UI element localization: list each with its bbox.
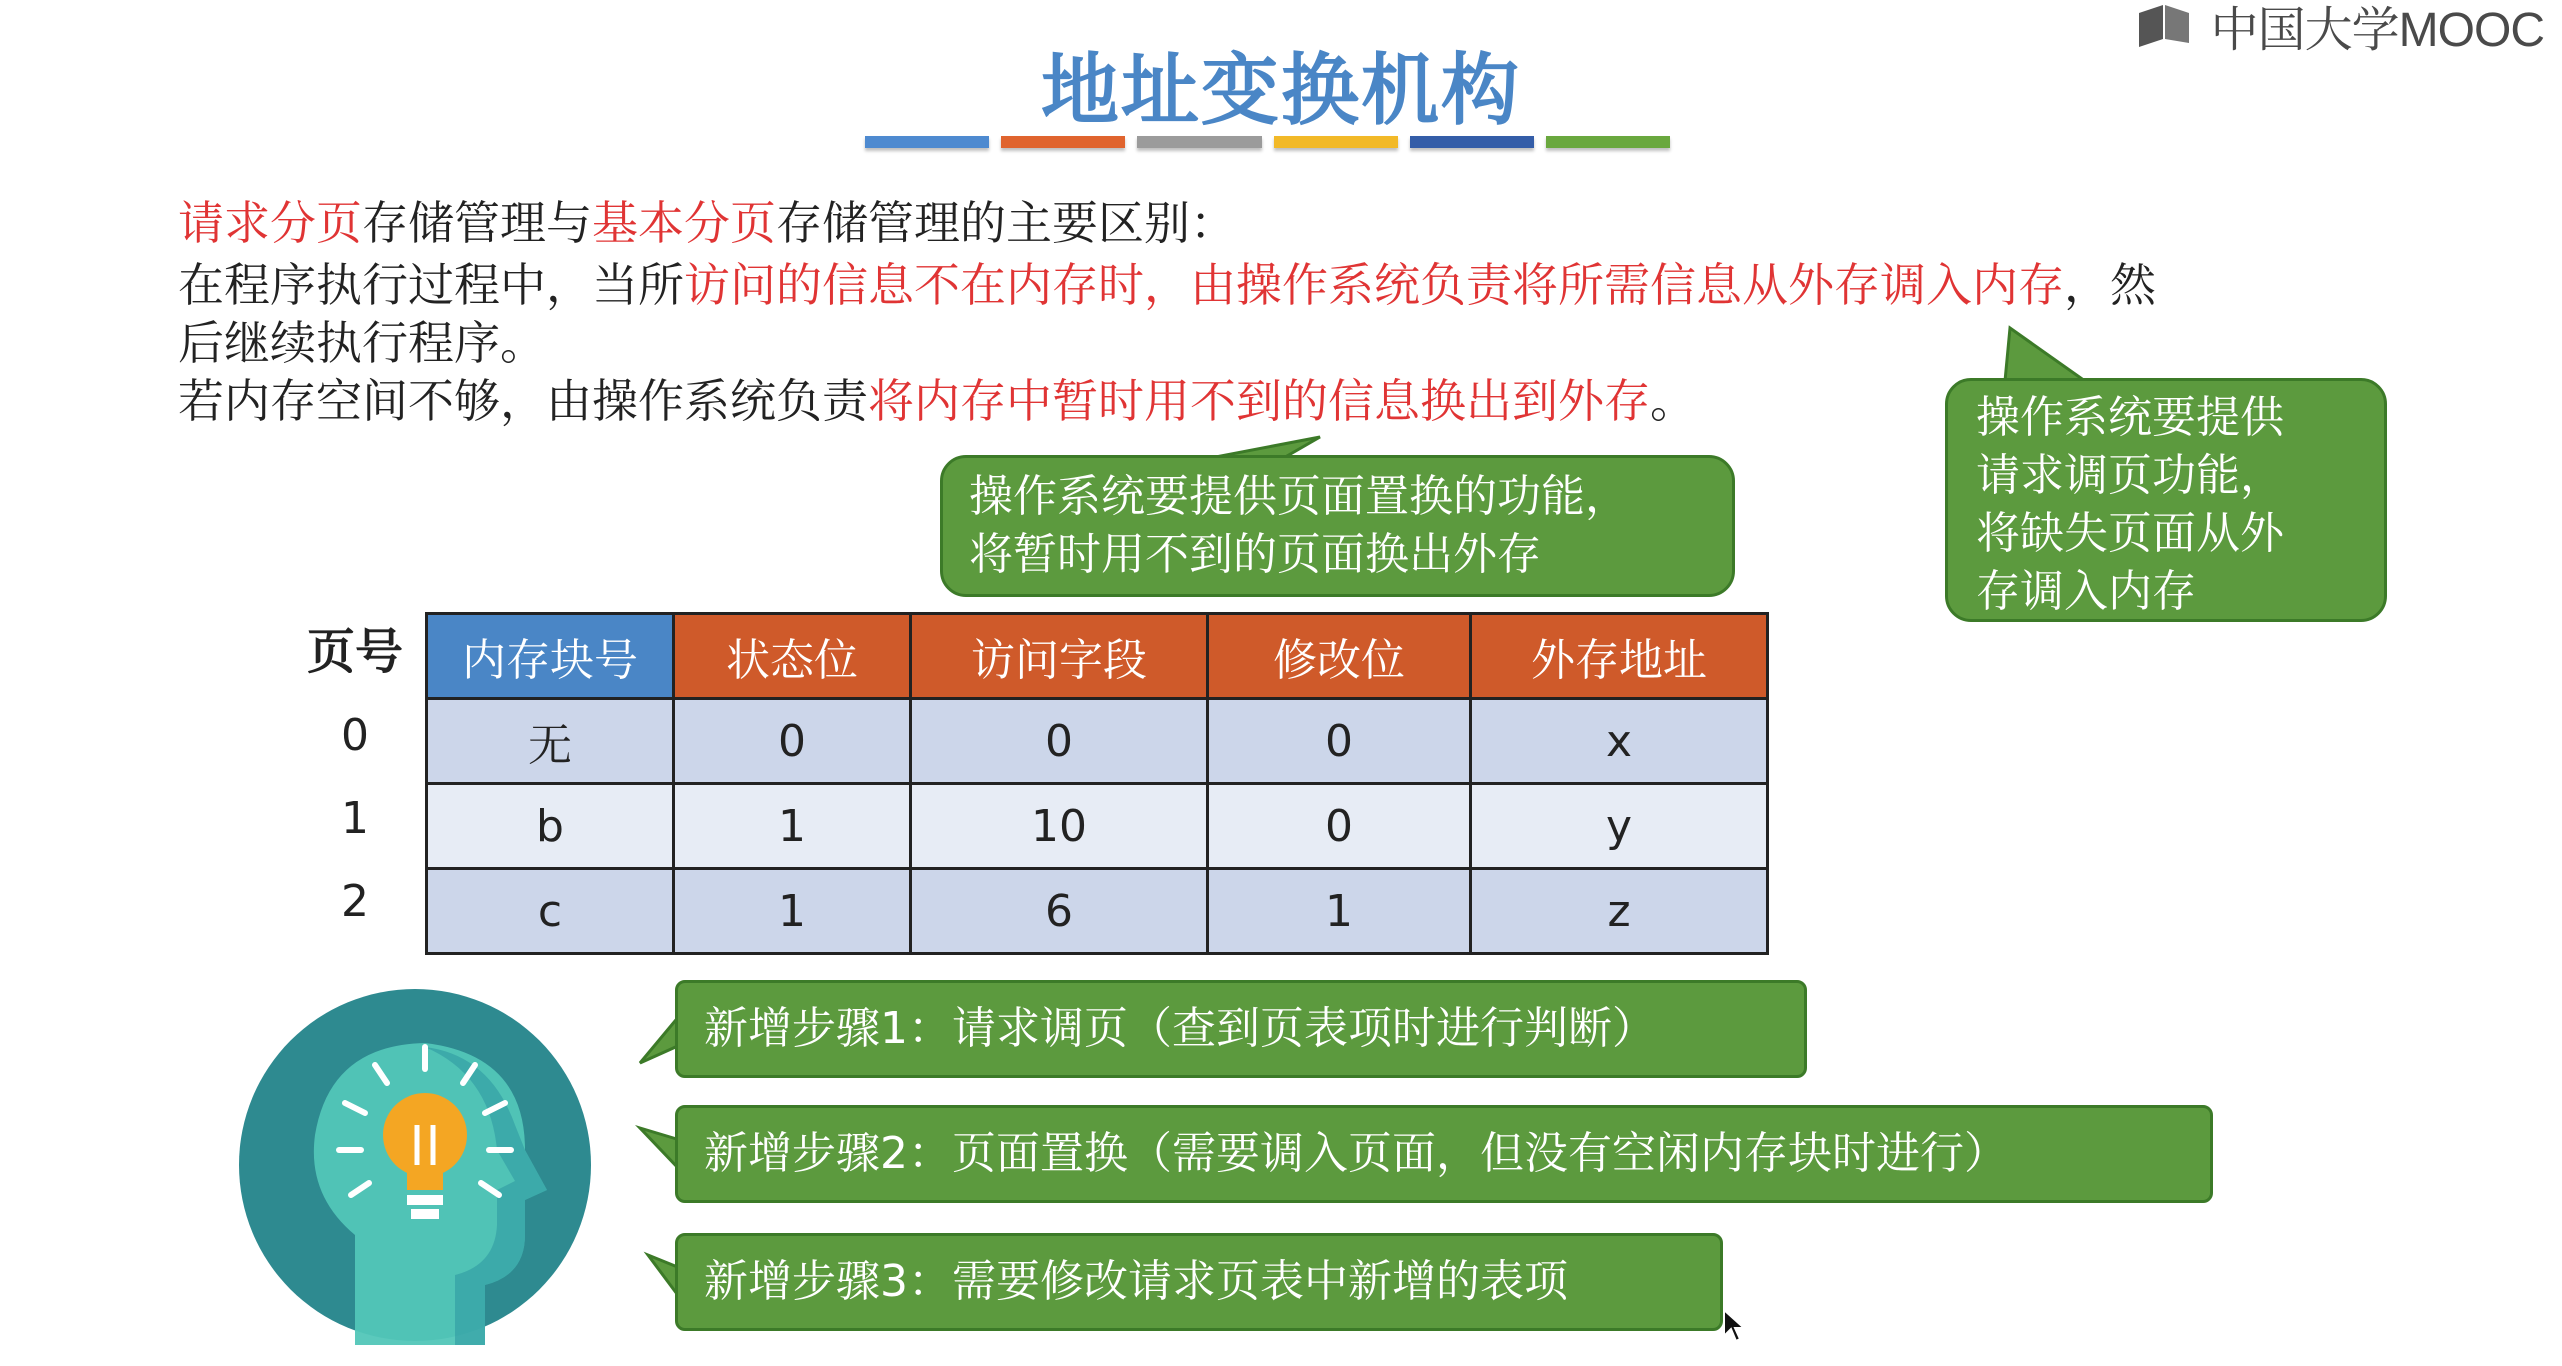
text: 在程序执行过程中，当所 xyxy=(178,258,684,312)
page-number-header: 页号 xyxy=(306,624,403,680)
red-text: 基本分页 xyxy=(592,196,776,250)
callout-line: 存调入内存 xyxy=(1976,566,2196,617)
mouse-pointer-icon xyxy=(1722,1308,1746,1344)
table-cell: 1 xyxy=(1208,869,1471,954)
text: 存储管理与 xyxy=(362,196,592,250)
callout-line: 将缺失页面从外 xyxy=(1976,508,2284,559)
text: ，然 xyxy=(2064,258,2156,312)
col-header: 外存地址 xyxy=(1471,614,1768,699)
slide-title: 地址变换机构 xyxy=(1040,46,1521,136)
red-text: 访问的信息不在内存时，由操作系统负责将所需信息从外存调入内存 xyxy=(684,258,2064,312)
text: 后继续执行程序。 xyxy=(178,316,546,370)
text: 。 xyxy=(1650,374,1696,428)
table-cell: z xyxy=(1471,869,1768,954)
logo-text: 中国大学MOOC xyxy=(2210,3,2544,57)
red-text: 请求分页 xyxy=(178,196,362,250)
table-cell: 0 xyxy=(674,699,911,784)
table-cell: 6 xyxy=(911,869,1208,954)
table-cell: 无 xyxy=(427,699,674,784)
step-1-request-paging: 新增步骤1：请求调页（查到页表项时进行判断） xyxy=(675,980,1807,1078)
callout-line: 将暂时用不到的页面换出外存 xyxy=(969,529,1541,580)
table-cell: 1 xyxy=(674,784,911,869)
page-table xyxy=(425,612,1769,955)
table-row xyxy=(427,784,1768,869)
head-lightbulb-icon xyxy=(235,985,595,1345)
strip-segment xyxy=(1001,136,1125,148)
text: 存储管理的主要区别： xyxy=(776,196,1236,250)
col-header: 状态位 xyxy=(674,614,911,699)
table-cell: 0 xyxy=(911,699,1208,784)
page-number: 1 xyxy=(341,793,369,844)
col-header: 访问字段 xyxy=(911,614,1208,699)
text: 若内存空间不够，由操作系统负责 xyxy=(178,374,868,428)
table-cell: 10 xyxy=(911,784,1208,869)
intro-line-1 xyxy=(178,194,2358,252)
table-cell: 0 xyxy=(1208,784,1471,869)
strip-segment xyxy=(1274,136,1398,148)
callout-line: 操作系统要提供页面置换的功能， xyxy=(969,471,1629,522)
strip-segment xyxy=(1410,136,1534,148)
table-cell: y xyxy=(1471,784,1768,869)
table-cell: 1 xyxy=(674,869,911,954)
table-header-row xyxy=(427,614,1768,699)
callout-request-paging xyxy=(1945,378,2387,622)
col-header: 修改位 xyxy=(1208,614,1471,699)
color-strip xyxy=(865,136,1670,150)
col-header: 内存块号 xyxy=(427,614,674,699)
callout-line: 操作系统要提供 xyxy=(1976,392,2284,443)
callout-line: 请求调页功能， xyxy=(1976,450,2284,501)
page-number: 2 xyxy=(341,876,369,927)
table-row xyxy=(427,699,1768,784)
page-number: 0 xyxy=(341,710,369,761)
table-cell: b xyxy=(427,784,674,869)
step-2-page-replacement: 新增步骤2：页面置换（需要调入页面，但没有空闲内存块时进行） xyxy=(675,1105,2213,1203)
table-row xyxy=(427,869,1768,954)
intro-line-2 xyxy=(178,256,2358,314)
callout-page-replacement xyxy=(940,455,1735,597)
red-text: 将内存中暂时用不到的信息换出到外存 xyxy=(868,374,1650,428)
strip-segment xyxy=(1137,136,1261,148)
step-3-update-table: 新增步骤3：需要修改请求页表中新增的表项 xyxy=(675,1233,1723,1331)
intro-line-2-cont xyxy=(178,314,2358,372)
strip-segment xyxy=(1546,136,1670,148)
table-cell: c xyxy=(427,869,674,954)
table-cell: x xyxy=(1471,699,1768,784)
strip-segment xyxy=(865,136,989,148)
table-cell: 0 xyxy=(1208,699,1471,784)
